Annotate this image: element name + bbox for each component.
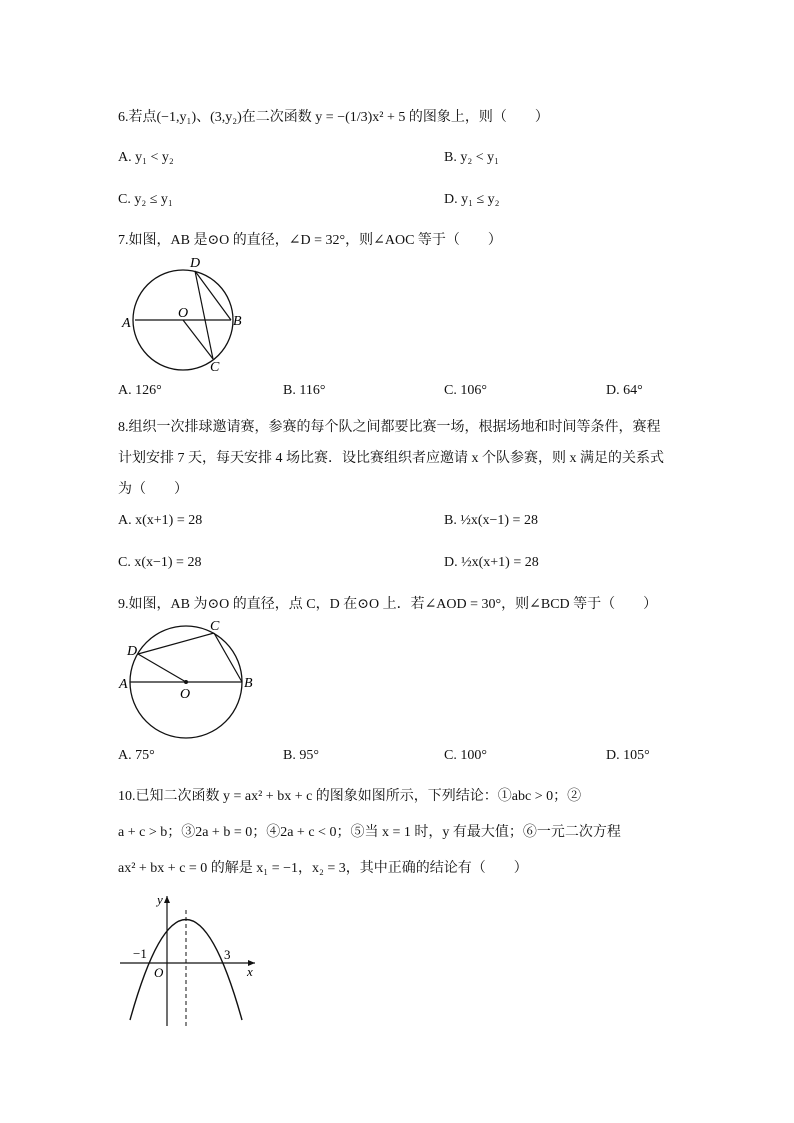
q8-stem-line3: 为（ ） [118,482,188,497]
q10-y-arrow-icon [164,896,170,903]
q9-option-b: B. 95° [283,748,319,763]
q6-option-a: A. y₁ < y₂ [118,150,174,165]
q8-stem-line1: 8.组织一次排球邀请赛，参赛的每个队之间都要比赛一场，根据场地和时间等条件，赛程 [118,420,661,435]
q9-option-c: C. 100° [444,748,487,763]
q7-option-c: C. 106° [444,383,487,398]
q8-stem-line2: 计划安排 7 天，每天安排 4 场比赛．设比赛组织者应邀请 x 个队参赛，则 x 满足的关系式 [118,451,664,466]
q9-circle-figure [115,615,265,745]
q10-label-y: y [157,892,163,907]
q7-option-a: A. 126° [118,383,162,398]
q9-option-a: A. 75° [118,748,155,763]
q9-label-d: D [127,644,138,659]
q6-option-b: B. y₂ < y₁ [444,150,499,165]
q7-label-b: B [233,314,242,329]
q8-option-c: C. x(x−1) = 28 [118,555,202,570]
q7-label-a: A [122,316,131,331]
q9-option-d: D. 105° [606,748,650,763]
q9-label-c: C [210,619,220,634]
q9-center-point [184,680,188,684]
q7-circle-figure [115,250,265,375]
q9-label-a: A [119,677,128,692]
q9-label-o: O [180,687,191,702]
q8-option-a: A. x(x+1) = 28 [118,513,203,528]
q9-label-b: B [244,676,253,691]
q10-stem-line1: 10.已知二次函数 y = ax² + bx + c 的图象如图所示，下列结论：①abc > 0；② [118,789,582,804]
q9-stem: 9.如图，AB 为⊙O 的直径，点 C，D 在⊙O 上．若∠AOD = 30°，则∠BCD 等于（ ） [118,597,658,612]
q7-label-d: D [190,256,201,271]
q10-parabola-figure [115,888,275,1033]
q7-option-d: D. 64° [606,383,643,398]
q7-stem: 7.如图，AB 是⊙O 的直径，∠D = 32°，则∠AOC 等于（ ） [118,233,502,248]
q8-option-b: B. ½x(x−1) = 28 [444,513,538,528]
q9-chord-cb [214,633,242,682]
q8-option-d: D. ½x(x+1) = 28 [444,555,539,570]
q7-label-c: C [210,360,220,375]
q6-stem: 6.若点(−1,y₁)、(3,y₂)在二次函数 y = −(1/3)x² + 5 的图象上，则（ ） [118,110,549,125]
q10-stem-line3: ax² + bx + c = 0 的解是 x₁ = −1，x₂ = 3，其中正确的结论有（ ） [118,861,528,876]
q7-label-o: O [178,306,189,321]
q10-label-origin: O [154,965,164,980]
q7-option-b: B. 116° [283,383,326,398]
q10-stem-line2: a + c > b；③2a + b = 0；④2a + c < 0；⑤当 x = 1 时，y 有最大值；⑥一元二次方程 [118,825,621,840]
q9-chord-dc [138,633,214,654]
q10-label-x: x [247,964,253,979]
q10-label-neg1: −1 [133,946,147,961]
q6-option-d: D. y₁ ≤ y₂ [444,192,500,207]
q9-radius-od [138,654,186,682]
q6-option-c: C. y₂ ≤ y₁ [118,192,173,207]
q10-label-3: 3 [224,947,231,962]
